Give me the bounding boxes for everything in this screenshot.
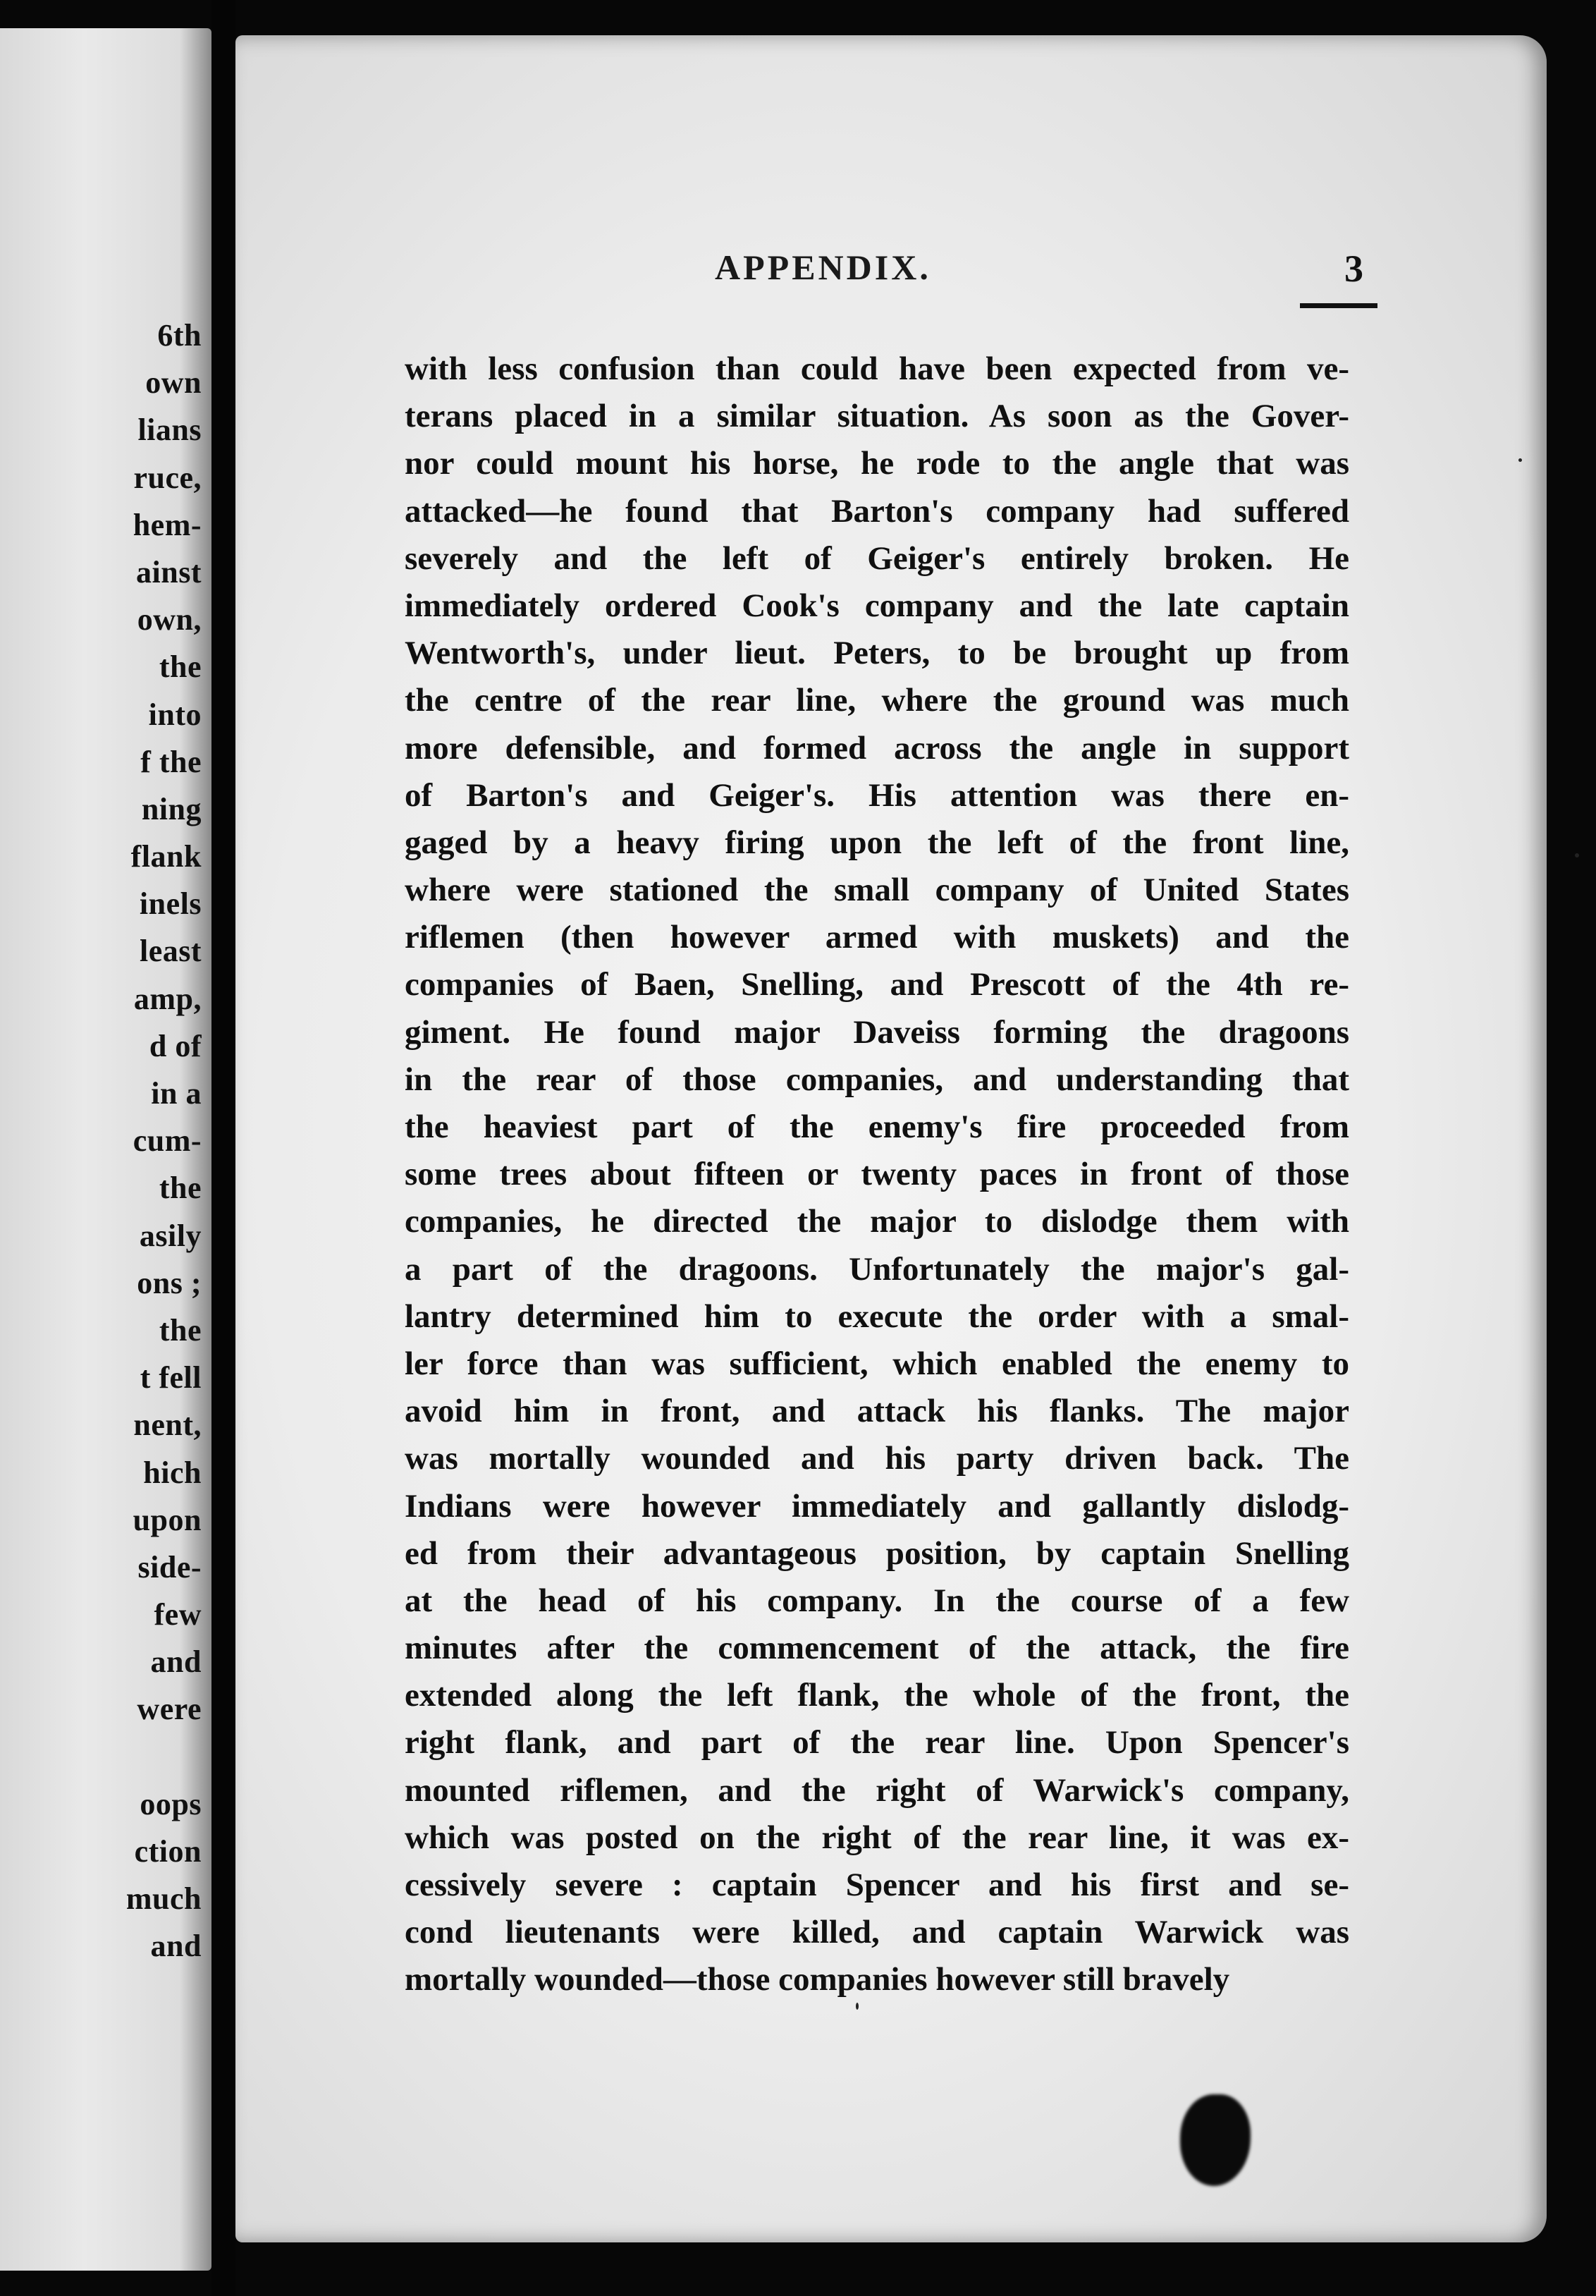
- left-page-fragment: amp,: [133, 981, 202, 1016]
- text-line: a part of the dragoons. Unfortunately the major's gal-: [405, 1250, 1349, 1288]
- left-page-fragment: the: [159, 1171, 202, 1206]
- left-page-fragment: and: [150, 1929, 202, 1964]
- text-line: minutes after the commencement of the attack, the fire: [405, 1630, 1349, 1667]
- left-page-fragment: f the: [140, 744, 202, 779]
- text-line: avoid him in front, and attack his flanks. The major: [405, 1393, 1349, 1430]
- main-page: [235, 35, 1547, 2242]
- left-page-fragment: the: [159, 1312, 202, 1348]
- text-line: where were stationed the small company of United States: [405, 872, 1349, 909]
- left-page-text-fragments: [61, 312, 202, 1970]
- text-line: the centre of the rear line, where the ground was much: [405, 682, 1349, 719]
- speck: [1518, 458, 1522, 462]
- left-page-fragment: own: [145, 365, 202, 401]
- left-page-fragment: 6th: [157, 318, 202, 353]
- text-line: lantry determined him to execute the order with a smal-: [405, 1297, 1349, 1335]
- left-page-fragment: in a: [151, 1076, 202, 1111]
- left-page-fragment: few: [154, 1597, 202, 1632]
- left-page-fragment: ainst: [136, 554, 202, 590]
- speck: [856, 2003, 859, 2010]
- left-page-fragment: ruce,: [133, 460, 202, 495]
- left-page-fragment: ning: [141, 791, 202, 826]
- text-line: immediately ordered Cook's company and the late captain: [405, 587, 1349, 624]
- text-line: with less confusion than could have been expected from ve-: [405, 350, 1349, 387]
- text-line: attacked—he found that Barton's company had suffered: [405, 492, 1349, 530]
- left-page-fragment: cum-: [133, 1123, 202, 1159]
- left-facing-page: [0, 28, 211, 2271]
- left-page-fragment: d of: [149, 1028, 202, 1063]
- text-line: ler force than was sufficient, which enabled the enemy to: [405, 1345, 1349, 1382]
- left-page-fragment: side-: [137, 1549, 202, 1584]
- running-head: APPENDIX.: [715, 248, 931, 287]
- left-page-fragment: least: [139, 934, 202, 969]
- left-page-fragment: hem-: [133, 507, 202, 542]
- text-line: ed from their advantageous position, by captain Snelling: [405, 1534, 1349, 1572]
- left-page-fragment: oops: [140, 1786, 202, 1821]
- text-line: was mortally wounded and his party driven back. The: [405, 1440, 1349, 1477]
- page-number: 3: [1344, 248, 1363, 290]
- left-page-fragment: upon: [133, 1502, 202, 1537]
- text-line: nor could mount his horse, he rode to the angle that was: [405, 445, 1349, 482]
- text-line: riflemen (then however armed with muskets) and the: [405, 919, 1349, 956]
- text-line: which was posted on the right of the rear line, it was ex-: [405, 1819, 1349, 1856]
- left-page-fragment: were: [137, 1692, 202, 1727]
- text-line: companies, he directed the major to dislodge them with: [405, 1203, 1349, 1240]
- text-line: some trees about fifteen or twenty paces in front of those: [405, 1156, 1349, 1193]
- ink-blot: [1180, 2094, 1251, 2186]
- left-page-fragment: lians: [137, 413, 202, 448]
- text-line: severely and the left of Geiger's entirely broken. He: [405, 539, 1349, 577]
- left-page-fragment: t fell: [140, 1360, 202, 1396]
- text-line: extended along the left flank, the whole of the front, the: [405, 1677, 1349, 1714]
- text-line: terans placed in a similar situation. As soon as the Gover-: [405, 398, 1349, 435]
- text-line: gaged by a heavy firing upon the left of the front line,: [405, 824, 1349, 861]
- header-rule: [1300, 303, 1377, 308]
- left-page-fragment: much: [125, 1881, 202, 1917]
- left-page-fragment: the: [159, 649, 202, 685]
- left-page-fragment: asily: [139, 1218, 202, 1253]
- text-line: of Barton's and Geiger's. His attention was there en-: [405, 776, 1349, 814]
- text-line: cessively severe : captain Spencer and his first and se-: [405, 1867, 1349, 1903]
- speck: [1575, 853, 1579, 857]
- page-header: [235, 247, 1547, 296]
- text-line: mortally wounded—those companies however still bravely: [405, 1961, 1230, 1998]
- left-page-fragment: ons ;: [137, 1265, 202, 1300]
- left-page-fragment: ction: [134, 1834, 202, 1869]
- text-line: at the head of his company. In the course of a few: [405, 1582, 1349, 1619]
- text-line: the heaviest part of the enemy's fire proceeded from: [405, 1109, 1349, 1145]
- left-page-fragment: nent,: [133, 1407, 202, 1443]
- left-page-fragment: inels: [139, 886, 202, 922]
- body-text: [405, 346, 1349, 2004]
- text-line: Wentworth's, under lieut. Peters, to be brought up from: [405, 635, 1349, 672]
- left-page-fragment: hich: [143, 1455, 202, 1490]
- text-line: mounted riflemen, and the right of Warwick's company,: [405, 1771, 1349, 1809]
- text-line: cond lieutenants were killed, and captain Warwick was: [405, 1914, 1349, 1951]
- left-page-fragment: own,: [137, 602, 202, 637]
- left-page-fragment: and: [150, 1644, 202, 1680]
- text-line: Indians were however immediately and gallantly dislodg-: [405, 1487, 1349, 1525]
- text-line: in the rear of those companies, and understanding that: [405, 1061, 1349, 1098]
- text-line: giment. He found major Daveiss forming the dragoons: [405, 1013, 1349, 1051]
- text-line: more defensible, and formed across the angle in support: [405, 729, 1349, 767]
- text-line: companies of Baen, Snelling, and Prescott of the 4th re-: [405, 966, 1349, 1003]
- text-line: right flank, and part of the rear line. Upon Spencer's: [405, 1724, 1349, 1761]
- left-page-fragment: into: [148, 697, 202, 732]
- book-gutter: [211, 0, 235, 2296]
- left-page-fragment: flank: [130, 839, 202, 874]
